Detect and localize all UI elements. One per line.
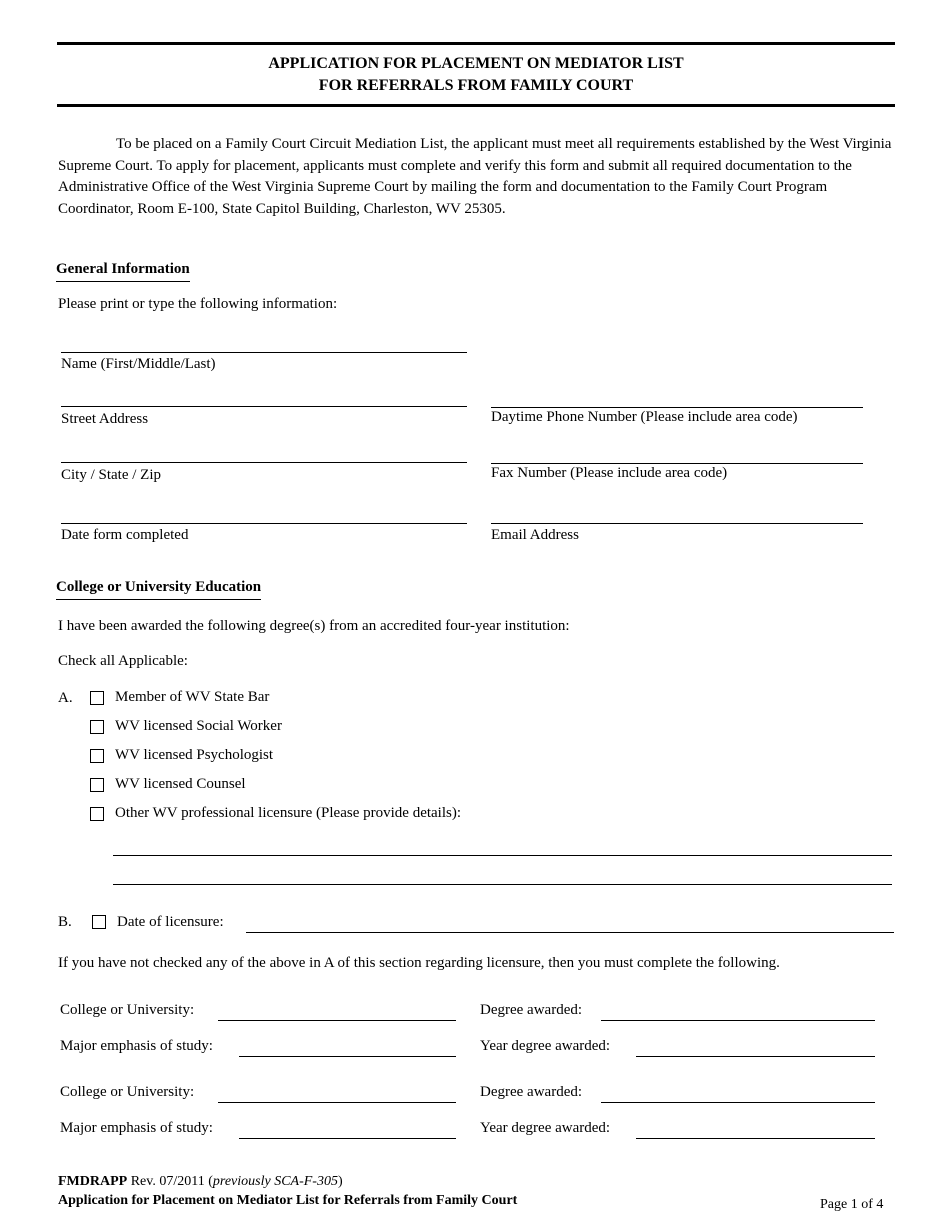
section-heading-general: General Information bbox=[56, 261, 190, 282]
year-line-2[interactable] bbox=[636, 1138, 875, 1139]
checkbox-psychologist[interactable] bbox=[90, 749, 104, 763]
option-counsel: WV licensed Counsel bbox=[115, 776, 246, 792]
licensure-date-label: Date of licensure: bbox=[117, 914, 224, 930]
top-rule bbox=[57, 42, 895, 45]
intro-paragraph: To be placed on a Family Court Circuit Mediation List, the applicant must meet all requirements established by the West Virginia Supreme Court. To apply for placement, applicants must complete and verify this form and submit all required documentation to the Administrative Office of the West Virginia Supreme Court by mailing the form and documentation to the Family Court Program Coordinator, Room E-100, State Capitol Building, Charleston, WV 25305. bbox=[58, 136, 892, 217]
year-label-2: Year degree awarded: bbox=[480, 1120, 611, 1136]
checkbox-other-licensure[interactable] bbox=[90, 807, 104, 821]
name-input-line[interactable] bbox=[61, 352, 467, 353]
checkbox-social-worker[interactable] bbox=[90, 720, 104, 734]
footer-previous: previously SCA-F-305 bbox=[212, 1174, 338, 1189]
major-label-2: Major emphasis of study: bbox=[60, 1120, 213, 1136]
option-other-licensure: Other WV professional licensure (Please provide details): bbox=[115, 805, 462, 821]
marker-a: A. bbox=[58, 690, 73, 706]
form-title-line2: FOR REFERRALS FROM FAMILY COURT bbox=[318, 77, 634, 94]
degree-label-2: Degree awarded: bbox=[480, 1084, 583, 1100]
city-label: City / State / Zip bbox=[61, 467, 161, 483]
date-input-line[interactable] bbox=[61, 523, 467, 524]
marker-b: B. bbox=[58, 914, 72, 930]
checkbox-licensure-date[interactable] bbox=[92, 915, 106, 929]
city-input-line[interactable] bbox=[61, 462, 467, 463]
licensure-date-line[interactable] bbox=[246, 932, 894, 933]
degree-statement: I have been awarded the following degree(s) from an accredited four-year institution: bbox=[58, 618, 570, 634]
footer-revision: Rev. 07/2011 ( bbox=[127, 1174, 213, 1189]
college-label-2: College or University: bbox=[60, 1084, 195, 1100]
option-state-bar: Member of WV State Bar bbox=[115, 689, 270, 705]
fax-label: Fax Number (Please include area code) bbox=[491, 465, 728, 481]
checkbox-counsel[interactable] bbox=[90, 778, 104, 792]
major-line-1[interactable] bbox=[239, 1056, 456, 1057]
other-details-line-2[interactable] bbox=[113, 884, 892, 885]
form-title-line1: APPLICATION FOR PLACEMENT ON MEDIATOR LIST bbox=[268, 55, 684, 72]
name-label: Name (First/Middle/Last) bbox=[61, 356, 216, 372]
year-line-1[interactable] bbox=[636, 1056, 875, 1057]
page-number: Page 1 of 4 bbox=[820, 1197, 884, 1212]
email-input-line[interactable] bbox=[491, 523, 863, 524]
major-label-1: Major emphasis of study: bbox=[60, 1038, 213, 1054]
year-label-1: Year degree awarded: bbox=[480, 1038, 611, 1054]
major-line-2[interactable] bbox=[239, 1138, 456, 1139]
college-line-2[interactable] bbox=[218, 1102, 456, 1103]
title-bottom-rule bbox=[57, 104, 895, 107]
college-label-1: College or University: bbox=[60, 1002, 195, 1018]
street-label: Street Address bbox=[61, 411, 149, 427]
email-label: Email Address bbox=[491, 527, 579, 543]
general-instruction: Please print or type the following information: bbox=[58, 296, 338, 312]
not-checked-note: If you have not checked any of the above in A of this section regarding licensure, then you must complete the following. bbox=[58, 955, 780, 971]
other-details-line-1[interactable] bbox=[113, 855, 892, 856]
option-social-worker: WV licensed Social Worker bbox=[115, 718, 282, 734]
phone-label: Daytime Phone Number (Please include area code) bbox=[491, 409, 798, 425]
check-all-label: Check all Applicable: bbox=[58, 653, 188, 669]
footer-form-title: Application for Placement on Mediator List for Referrals from Family Court bbox=[58, 1193, 518, 1208]
footer-close-paren: ) bbox=[337, 1174, 343, 1189]
degree-line-2[interactable] bbox=[601, 1102, 875, 1103]
footer-code: FMDRAPP bbox=[58, 1174, 128, 1189]
college-line-1[interactable] bbox=[218, 1020, 456, 1021]
degree-line-1[interactable] bbox=[601, 1020, 875, 1021]
footer-form-code bbox=[58, 1173, 343, 1191]
option-psychologist: WV licensed Psychologist bbox=[115, 747, 274, 763]
date-label: Date form completed bbox=[61, 527, 189, 543]
street-input-line[interactable] bbox=[61, 406, 467, 407]
section-heading-education: College or University Education bbox=[56, 579, 261, 600]
checkbox-state-bar[interactable] bbox=[90, 691, 104, 705]
degree-label-1: Degree awarded: bbox=[480, 1002, 583, 1018]
